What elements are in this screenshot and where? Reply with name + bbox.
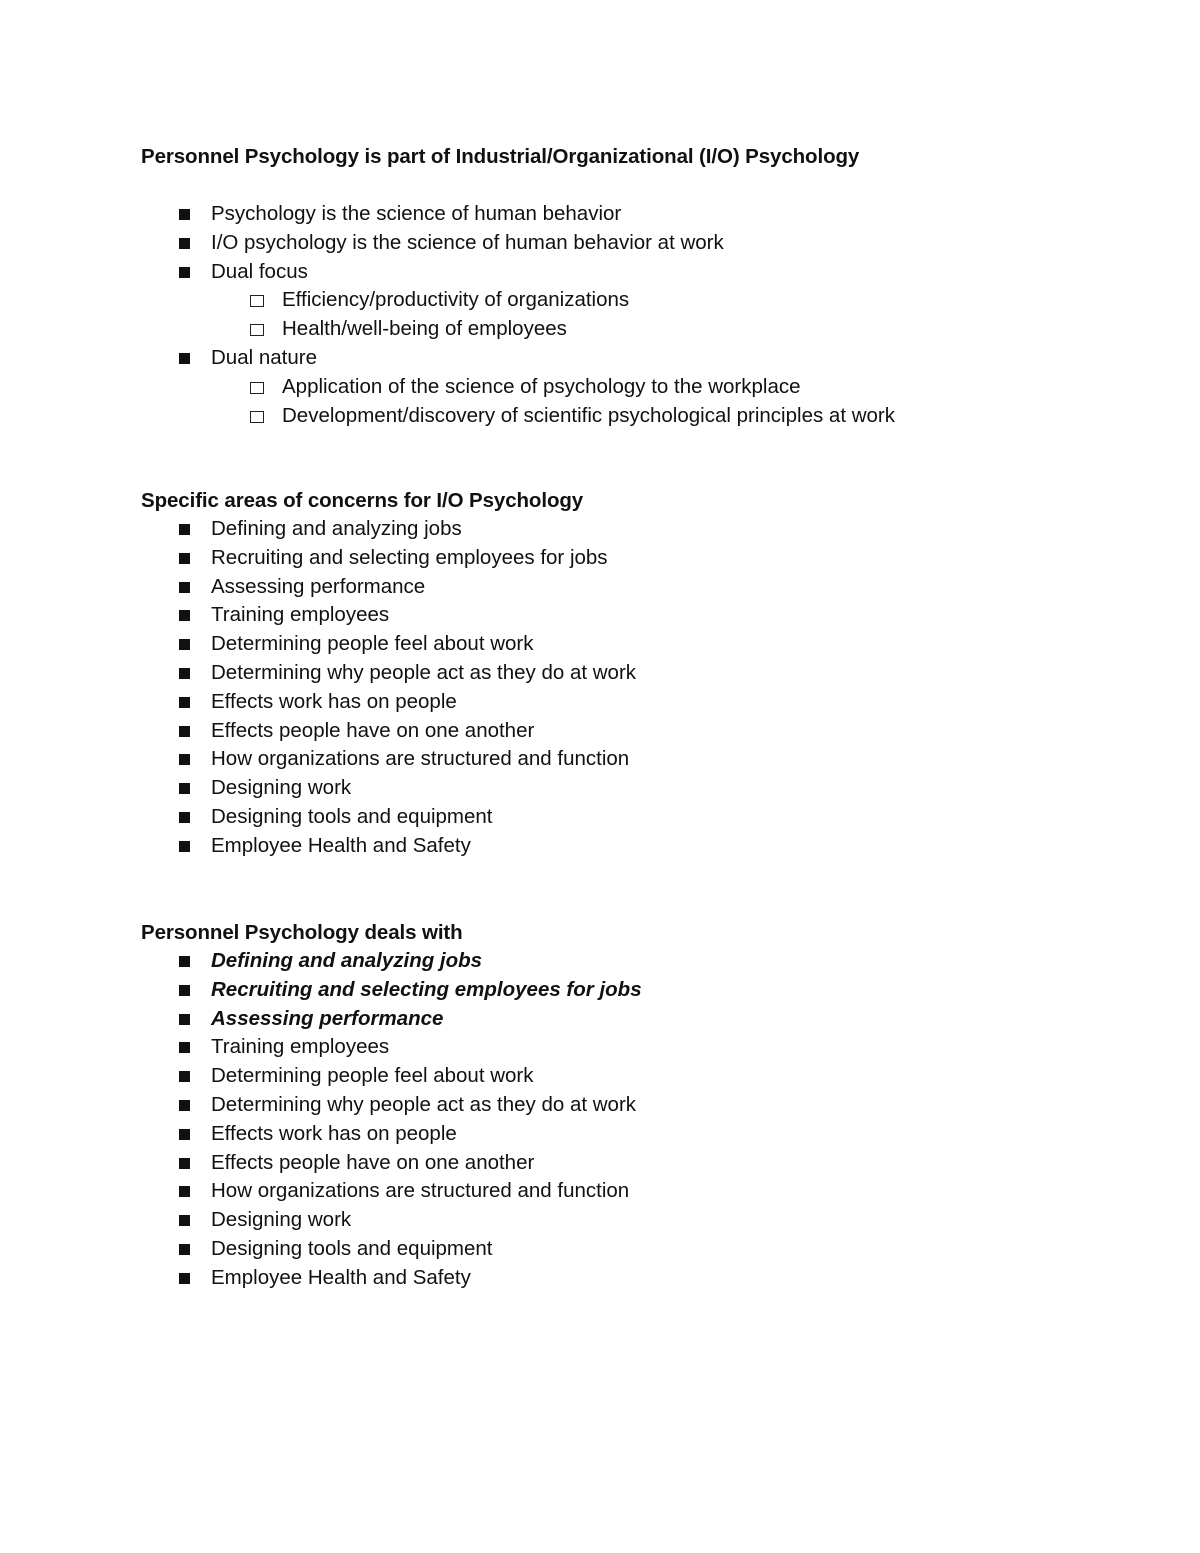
list-item xyxy=(141,344,1121,373)
sub-list-item xyxy=(141,373,1121,402)
list-item xyxy=(141,1120,1121,1149)
list-item xyxy=(141,745,1121,774)
square-bullet-icon xyxy=(179,1071,190,1082)
bullet-list xyxy=(141,200,1121,430)
hollow-square-bullet-icon xyxy=(250,382,264,394)
square-bullet-icon xyxy=(179,1158,190,1169)
list-item xyxy=(141,659,1121,688)
square-bullet-icon xyxy=(179,353,190,364)
list-item xyxy=(141,717,1121,746)
list-item-text: Assessing performance xyxy=(211,1006,444,1030)
square-bullet-icon xyxy=(179,726,190,737)
section-io-psychology xyxy=(141,142,1121,430)
list-item xyxy=(141,774,1121,803)
list-item-text: Designing tools and equipment xyxy=(211,804,493,828)
list-item-text: Defining and analyzing jobs xyxy=(211,517,462,540)
square-bullet-icon xyxy=(179,1014,190,1025)
list-item-text: Health/well-being of employees xyxy=(282,317,567,341)
bullet-list xyxy=(141,947,1121,1293)
square-bullet-icon xyxy=(179,1042,190,1053)
list-item-text: Designing work xyxy=(211,1208,352,1232)
list-item-text: Recruiting and selecting employees for jobs xyxy=(211,977,642,1001)
list-item-text: Dual focus xyxy=(211,259,308,283)
square-bullet-icon xyxy=(179,1273,190,1284)
list-item-text: Effects work has on people xyxy=(211,689,457,713)
section-heading: Personnel Psychology is part of Industrial/Organizational (I/O) Psychology xyxy=(141,145,860,168)
square-bullet-icon xyxy=(179,1244,190,1255)
list-item xyxy=(141,1235,1121,1264)
list-item-text: Effects people have on one another xyxy=(211,1150,535,1174)
square-bullet-icon xyxy=(179,783,190,794)
list-item-text: Defining and analyzing jobs xyxy=(211,949,483,972)
list-item-text: Psychology is the science of human behavior xyxy=(211,202,622,225)
list-item-text: Effects work has on people xyxy=(211,1121,457,1145)
list-item-text: Recruiting and selecting employees for jobs xyxy=(211,545,608,569)
square-bullet-icon xyxy=(179,610,190,621)
list-item xyxy=(141,1149,1121,1178)
section-personnel-psychology-deals-with xyxy=(141,918,1121,1293)
list-item xyxy=(141,229,1121,258)
list-item-text: Training employees xyxy=(211,1035,390,1059)
list-item xyxy=(141,688,1121,717)
list-item-text: Dual nature xyxy=(211,345,317,369)
list-item xyxy=(141,630,1121,659)
list-item xyxy=(141,200,1121,229)
square-bullet-icon xyxy=(179,1215,190,1226)
list-item xyxy=(141,1033,1121,1062)
list-item-text: Determining people feel about work xyxy=(211,1064,534,1088)
square-bullet-icon xyxy=(179,553,190,564)
square-bullet-icon xyxy=(179,841,190,852)
list-item xyxy=(141,544,1121,573)
hollow-square-bullet-icon xyxy=(250,295,264,307)
square-bullet-icon xyxy=(179,985,190,996)
list-item-text: How organizations are structured and function xyxy=(211,747,630,771)
hollow-square-bullet-icon xyxy=(250,411,264,423)
list-item-emphasized xyxy=(141,976,1121,1005)
sub-list-item xyxy=(141,315,1121,344)
list-item-text: Development/discovery of scientific psychological principles at work xyxy=(282,403,895,427)
list-item xyxy=(141,803,1121,832)
square-bullet-icon xyxy=(179,668,190,679)
list-item xyxy=(141,1264,1121,1293)
list-item-text: Determining why people act as they do at work xyxy=(211,660,637,684)
hollow-square-bullet-icon xyxy=(250,324,264,336)
section-heading: Personnel Psychology deals with xyxy=(141,921,463,944)
list-item-text: Designing tools and equipment xyxy=(211,1236,493,1260)
list-item xyxy=(141,573,1121,602)
square-bullet-icon xyxy=(179,1129,190,1140)
square-bullet-icon xyxy=(179,1186,190,1197)
section-areas-of-concern xyxy=(141,486,1121,861)
list-item xyxy=(141,1091,1121,1120)
list-item xyxy=(141,1062,1121,1091)
square-bullet-icon xyxy=(179,1100,190,1111)
list-item xyxy=(141,601,1121,630)
list-item-text: Efficiency/productivity of organizations xyxy=(282,288,630,312)
list-item-text: I/O psychology is the science of human behavior at work xyxy=(211,230,724,254)
list-item xyxy=(141,1206,1121,1235)
square-bullet-icon xyxy=(179,639,190,650)
sub-list-item xyxy=(141,402,1121,431)
list-item-text: Application of the science of psychology to the workplace xyxy=(282,374,801,398)
square-bullet-icon xyxy=(179,812,190,823)
list-item xyxy=(141,832,1121,861)
square-bullet-icon xyxy=(179,697,190,708)
list-item xyxy=(141,1177,1121,1206)
square-bullet-icon xyxy=(179,524,190,535)
list-item xyxy=(141,515,1121,544)
square-bullet-icon xyxy=(179,754,190,765)
square-bullet-icon xyxy=(179,238,190,249)
list-item-text: Designing work xyxy=(211,776,352,800)
list-item-text: Determining people feel about work xyxy=(211,632,534,656)
list-item-text: Determining why people act as they do at work xyxy=(211,1092,637,1116)
sub-list-item xyxy=(141,286,1121,315)
list-item-emphasized xyxy=(141,947,1121,976)
list-item-text: Employee Health and Safety xyxy=(211,1265,471,1289)
list-item-emphasized xyxy=(141,1005,1121,1034)
square-bullet-icon xyxy=(179,267,190,278)
section-heading: Specific areas of concerns for I/O Psychology xyxy=(141,489,584,512)
list-item-text: Employee Health and Safety xyxy=(211,833,471,857)
list-item-text: Training employees xyxy=(211,603,390,627)
list-item xyxy=(141,258,1121,287)
square-bullet-icon xyxy=(179,582,190,593)
square-bullet-icon xyxy=(179,956,190,967)
list-item-text: How organizations are structured and function xyxy=(211,1179,630,1203)
square-bullet-icon xyxy=(179,209,190,220)
bullet-list xyxy=(141,515,1121,861)
list-item-text: Assessing performance xyxy=(211,574,426,598)
list-item-text: Effects people have on one another xyxy=(211,718,535,742)
